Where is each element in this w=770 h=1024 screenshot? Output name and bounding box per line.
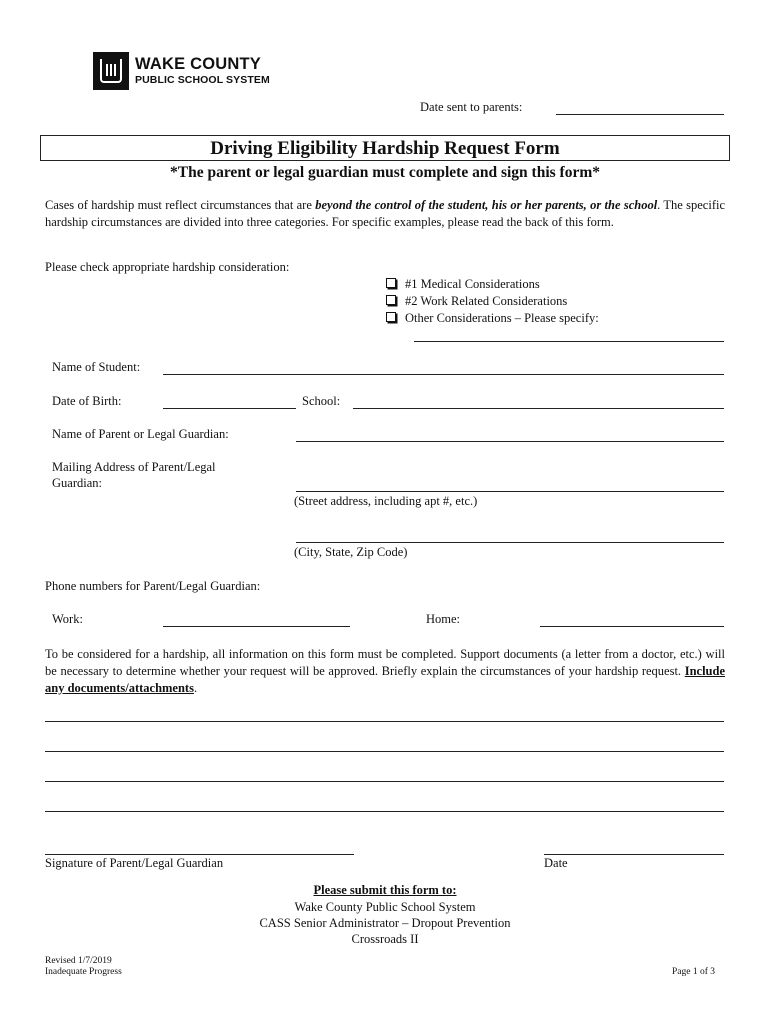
- intro-emphasis: beyond the control of the student, his or her parents, or the school: [315, 198, 658, 212]
- intro-paragraph: Cases of hardship must reflect circumstances that are beyond the control of the student, his or her parents, or the school. The specific hardship circumstances are divided into three categories. For specific examples, please read the back of this form.: [45, 198, 726, 229]
- submit-heading: Please submit this form to:: [313, 883, 457, 897]
- school-label: School:: [302, 394, 341, 408]
- guardian-name-label: Name of Parent or Legal Guardian:: [52, 427, 229, 441]
- submit-line-3: Crossroads II: [351, 932, 419, 946]
- guardian-name-field[interactable]: [296, 441, 724, 442]
- instructions-paragraph: To be considered for a hardship, all information on this form must be completed. Support documents (a letter from a doctor, etc.) will be necessary to determine whether your request will be approved. Briefly explain the circumstances of your hardship request. Include any documents/attachments.: [45, 647, 725, 695]
- city-state-zip-hint: (City, State, Zip Code): [294, 545, 408, 559]
- form-subtitle: *The parent or legal guardian must complete and sign this form*: [170, 164, 600, 181]
- submit-line-2: CASS Senior Administrator – Dropout Prevention: [259, 916, 511, 930]
- footer-reason: Inadequate Progress: [45, 967, 122, 977]
- consideration-medical[interactable]: #1 Medical Considerations: [386, 277, 540, 292]
- school-field[interactable]: [353, 408, 724, 409]
- street-address-field[interactable]: [296, 491, 724, 492]
- instructions-emphasis: Include any documents/attachments: [45, 664, 725, 695]
- district-emblem-icon: [93, 52, 129, 90]
- submit-line-1: Wake County Public School System: [294, 900, 476, 914]
- explanation-line-3[interactable]: [45, 781, 724, 782]
- city-state-zip-field[interactable]: [296, 542, 724, 543]
- other-specify-field[interactable]: [414, 341, 724, 342]
- dob-field[interactable]: [163, 408, 296, 409]
- consideration-other[interactable]: Other Considerations – Please specify:: [386, 311, 599, 326]
- explanation-line-1[interactable]: [45, 721, 724, 722]
- home-phone-label: Home:: [426, 612, 461, 626]
- district-logo: [93, 52, 303, 92]
- date-sent-label: Date sent to parents:: [420, 100, 523, 114]
- checkbox-icon[interactable]: [386, 312, 396, 322]
- mailing-address-label-line1: Mailing Address of Parent/Legal: [52, 460, 216, 474]
- explanation-line-4[interactable]: [45, 811, 724, 812]
- page-number: Page 1 of 3: [672, 967, 716, 977]
- student-name-label: Name of Student:: [52, 360, 141, 374]
- phone-heading: Phone numbers for Parent/Legal Guardian:: [45, 579, 261, 593]
- consideration-work[interactable]: #2 Work Related Considerations: [386, 294, 567, 309]
- date-sent-field[interactable]: [556, 114, 724, 115]
- signature-date-label: Date: [544, 856, 568, 870]
- explanation-line-2[interactable]: [45, 751, 724, 752]
- logo-name-line2: PUBLIC SCHOOL SYSTEM: [135, 74, 270, 86]
- mailing-address-label-line2: Guardian:: [52, 476, 102, 490]
- form-title: Driving Eligibility Hardship Request Form: [40, 135, 730, 161]
- logo-name-line1: WAKE COUNTY: [135, 55, 261, 73]
- checkbox-icon[interactable]: [386, 278, 396, 288]
- signature-label: Signature of Parent/Legal Guardian: [45, 856, 224, 870]
- home-phone-field[interactable]: [540, 626, 724, 627]
- check-prompt: Please check appropriate hardship consideration:: [45, 260, 290, 274]
- work-phone-field[interactable]: [163, 626, 350, 627]
- student-name-field[interactable]: [163, 374, 724, 375]
- signature-field[interactable]: [45, 854, 354, 855]
- street-address-hint: (Street address, including apt #, etc.): [294, 494, 478, 508]
- dob-label: Date of Birth:: [52, 394, 122, 408]
- work-phone-label: Work:: [52, 612, 83, 626]
- revised-date: Revised 1/7/2019: [45, 956, 112, 966]
- checkbox-icon[interactable]: [386, 295, 396, 305]
- signature-date-field[interactable]: [544, 854, 724, 855]
